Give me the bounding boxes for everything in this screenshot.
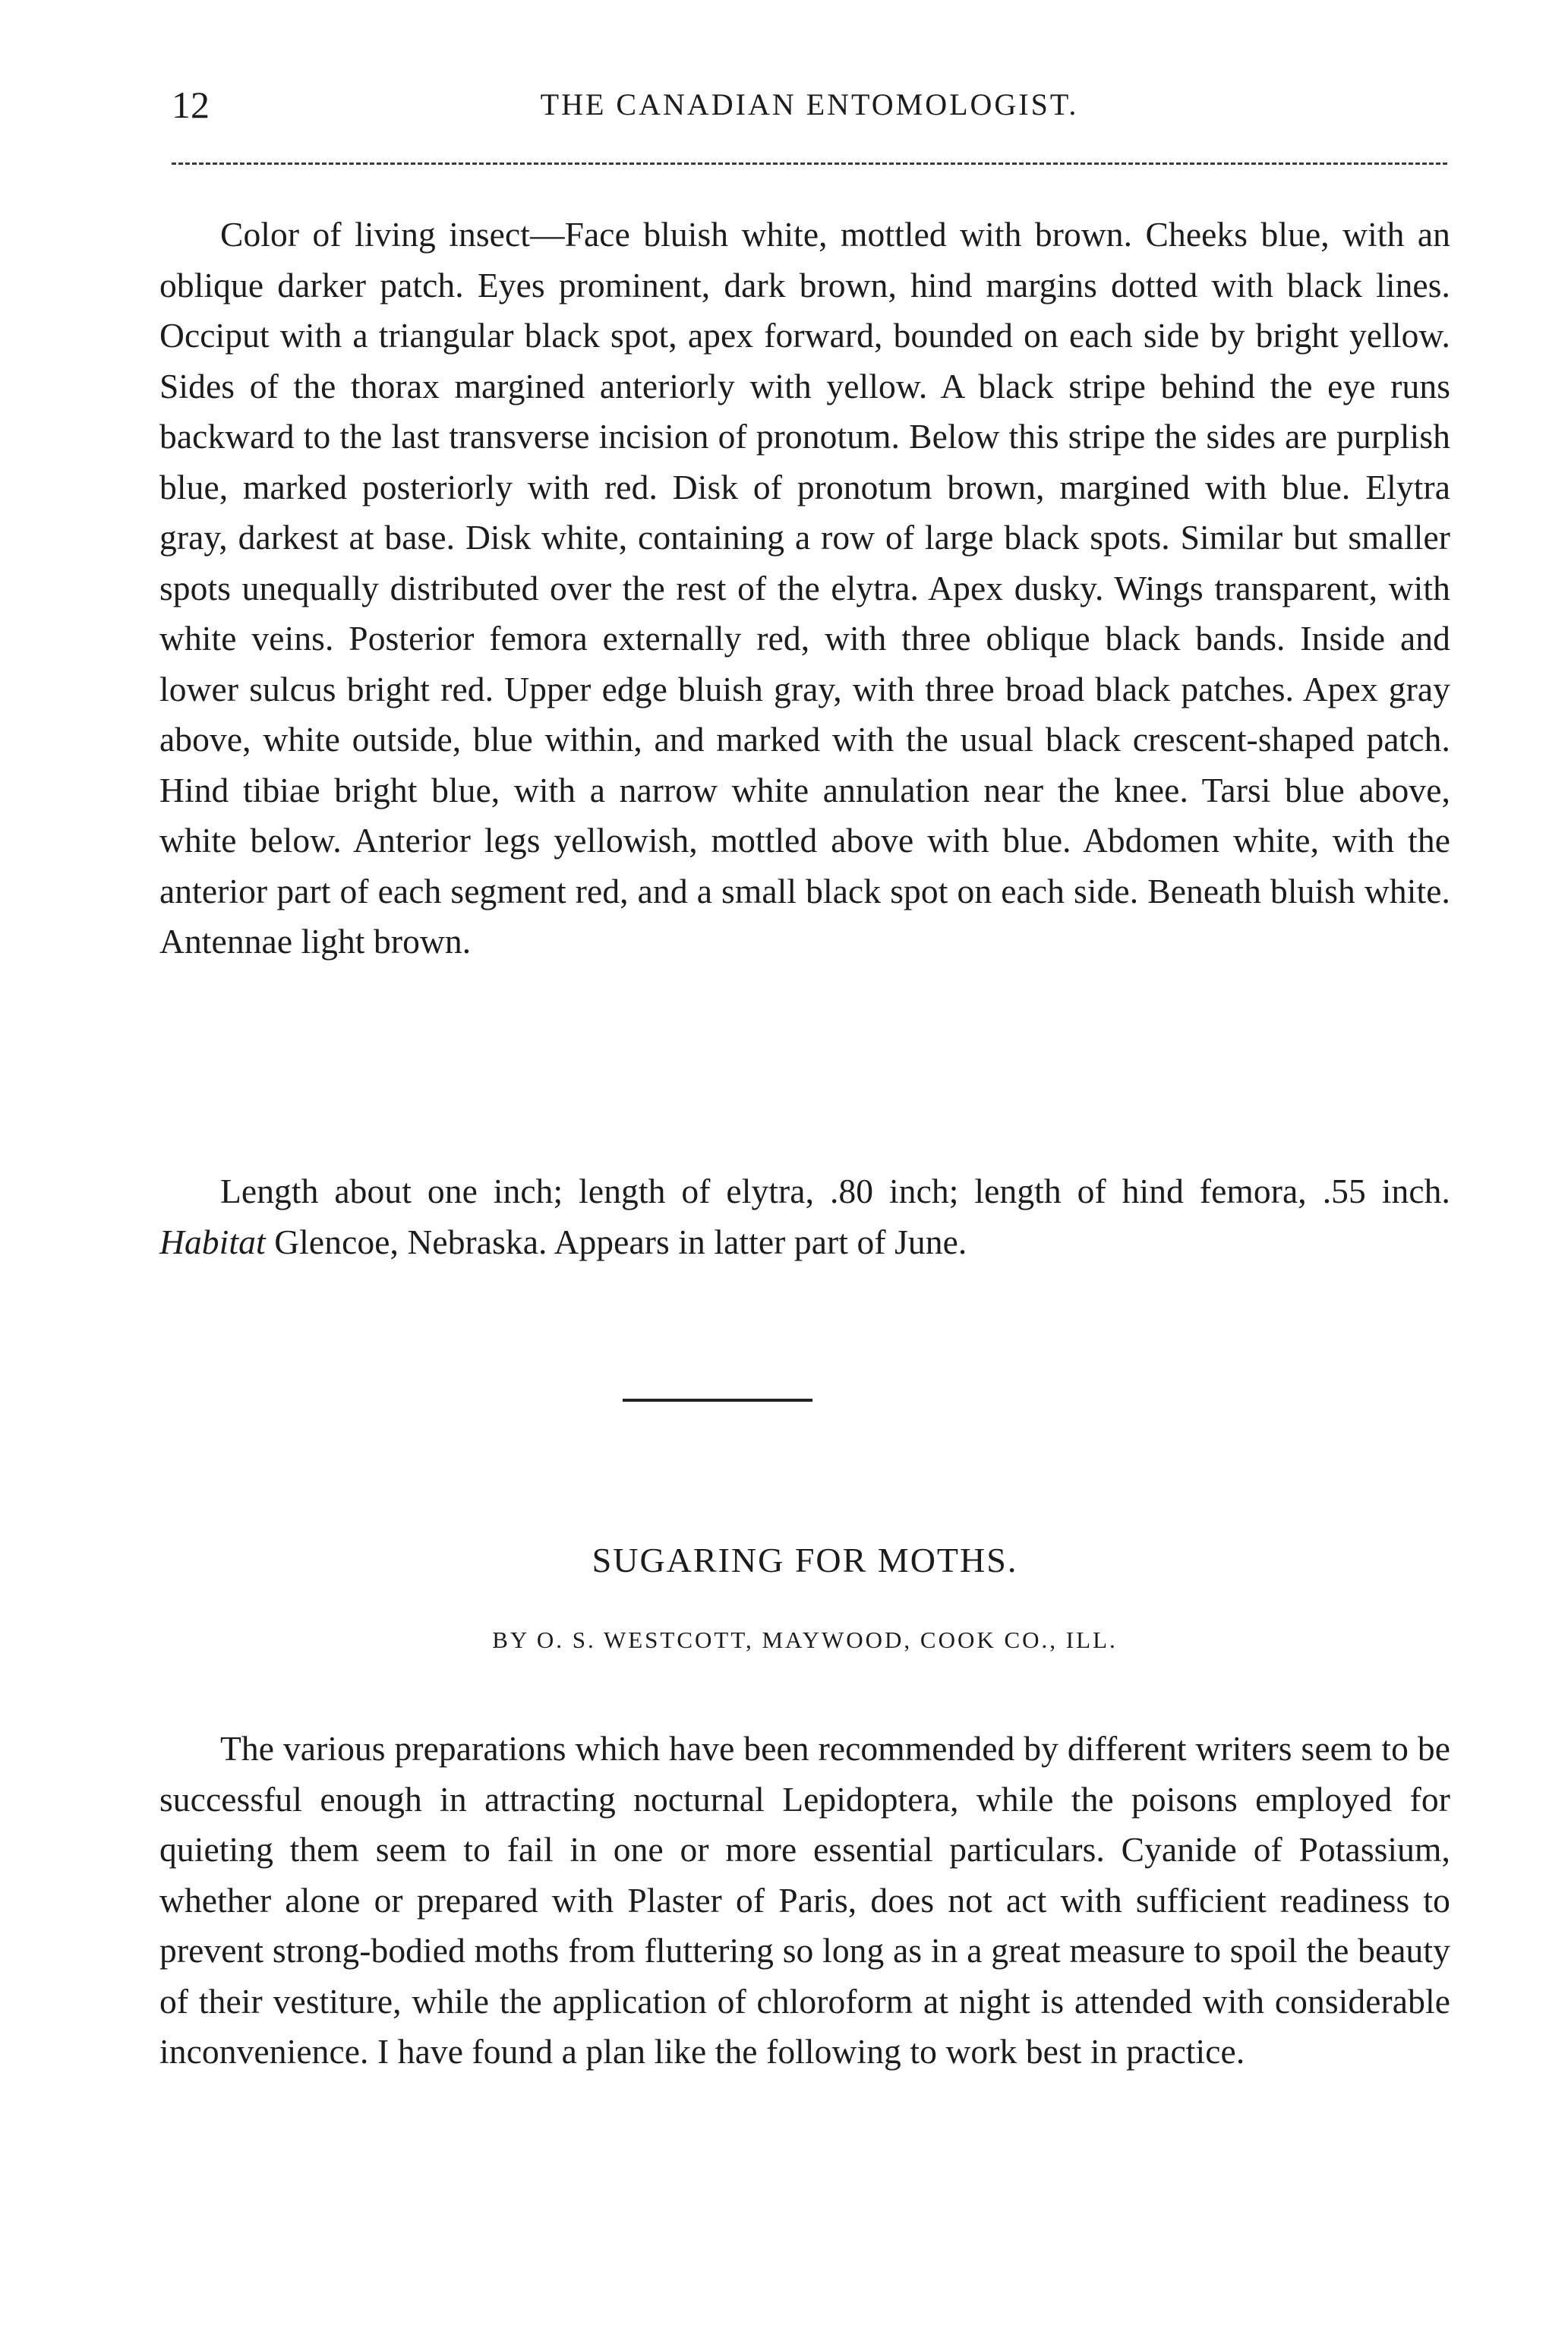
- description-paragraph-1: [159, 210, 1450, 967]
- section-divider: [623, 1399, 812, 1402]
- habitat-text: Glencoe, Nebraska. Appears in latter part of June.: [274, 1222, 967, 1261]
- article-text-1: The various preparations which have been recommended by different writers seem to be successful enough in attracting nocturnal Lepidoptera, while the poisons employed for quieting them seem to fail in one or more essential particulars. Cyanide of Potassium, whether alone or prepared with Plaster of Paris, does not act with sufficient readiness to prevent strong-bodied moths from fluttering so long as in a great measure to spoil the beauty of their vestiture, while the application of chloroform at night is attended with considerable inconvenience. I have found a plan like the following to work best in practice.: [159, 1729, 1450, 2071]
- article-paragraph-1: [159, 1724, 1450, 2078]
- measurements-text: Length about one inch; length of elytra, .80 inch; length of hind femora, .55 inch.: [220, 1172, 1450, 1210]
- article-byline: BY O. S. WESTCOTT, MAYWOOD, COOK CO., ILL.: [492, 1627, 1118, 1653]
- running-head: THE CANADIAN ENTOMOLOGIST.: [540, 87, 1079, 121]
- page-number: 12: [172, 84, 210, 126]
- header-rule: [172, 162, 1447, 165]
- description-text-2: [159, 1166, 1450, 1267]
- article-title: SUGARING FOR MOTHS.: [592, 1541, 1018, 1579]
- habitat-label: Habitat: [159, 1222, 266, 1261]
- description-text-1: Color of living insect—Face bluish white, mottled with brown. Cheeks blue, with an oblique darker patch. Eyes prominent, dark brown, hind margins dotted with black lines. Occiput with a triangular black spot, apex forward, bounded on each side by bright yellow. Sides of the thorax margined anteriorly with yellow. A black stripe behind the eye runs backward to the last transverse incision of pronotum. Below this stripe the sides are purplish blue, marked posteriorly with red. Disk of pronotum brown, margined with blue. Elytra gray, darkest at base. Disk white, containing a row of large black spots. Similar but smaller spots unequally distributed over the rest of the elytra. Apex dusky. Wings transparent, with white veins. Posterior femora externally red, with three oblique black bands. Inside and lower sulcus bright red. Upper edge bluish gray, with three broad black patches. Apex gray above, white outside, blue within, and marked with the usual black crescent-shaped patch. Hind tibiae bright blue, with a narrow white annulation near the knee. Tarsi blue above, white below. Anterior legs yellowish, mottled above with blue. Abdomen white, with the anterior part of each segment red, and a small black spot on each side. Beneath bluish white. Antennae light brown.: [159, 215, 1450, 961]
- description-paragraph-2: [159, 1166, 1450, 1267]
- page-header: [172, 82, 1447, 128]
